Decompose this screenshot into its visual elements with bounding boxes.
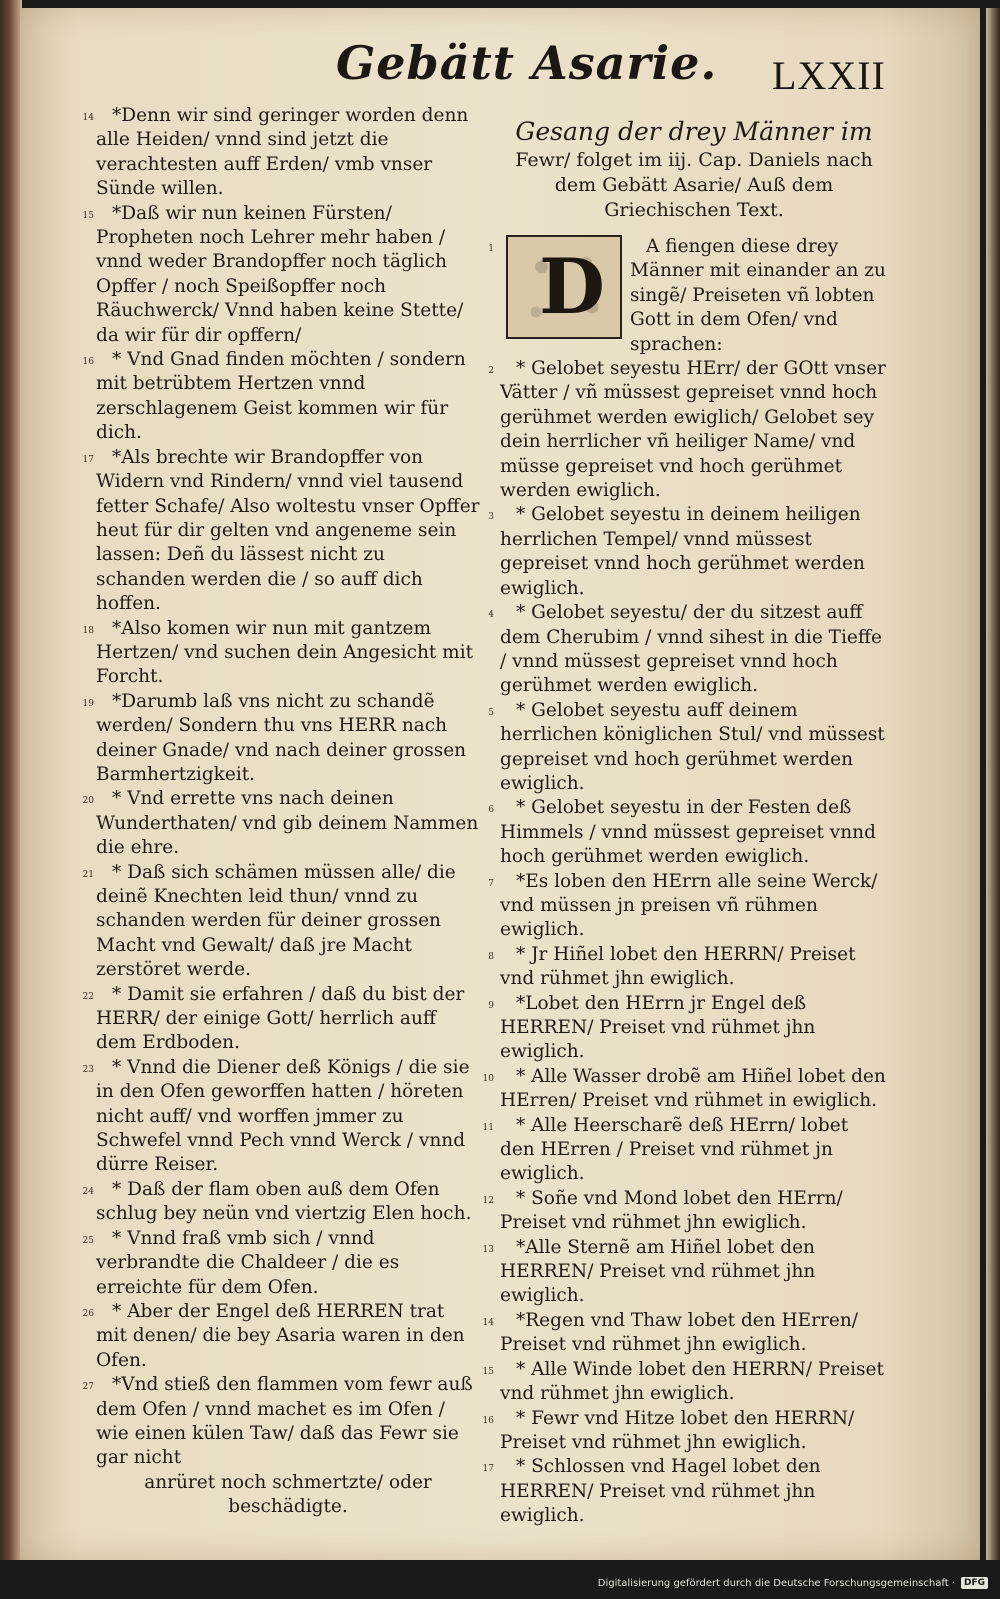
verse [82,1056,480,1178]
verse-number: 17 [82,454,94,465]
verse-text: * Gelobet seyestu in deinem heiligen herrlichen Tempel/ vnnd müssest gepreiset vnnd hoch gerühmet werden ewiglich. [500,504,865,599]
verse-text: *Darumb laß vns nicht zu schandẽ werden/ Sondern thu vns HERR nach deiner Gnade/ vnd nach deiner grossen Barmhertzigkeit. [96,690,467,785]
verse [482,1114,888,1187]
verse-number: 14 [82,113,94,123]
verse [82,348,480,446]
verse-text: * Gelobet seyestu HErr/ der GOtt vnser Vätter / vñ müssest gepreiset vnnd hoch gerühmet werden ewiglich/ Gelobet sey dein herrlicher vñ heiliger Name/ vnd müsse gepreiset vnd hoch gerühmet werden ewiglich. [500,358,886,502]
verse [82,690,480,788]
verse-number: 13 [482,1244,494,1255]
verse-number: 23 [82,1064,94,1075]
verse-number: 6 [488,805,494,816]
verse-number: 12 [482,1195,494,1206]
verse-text: *Denn wir sind geringer worden denn alle Heiden/ vnnd sind jetzt die verachtesten auff Erden/ vmb vnser Sünde willen. [96,105,469,200]
verse-number: 9 [488,1000,494,1011]
verse [488,357,888,503]
verse-text: * Gelobet seyestu auff deinem herrlichen königlichen Stul/ vnd müssest gepreiset vnd hoch gerühmet werden ewiglich. [500,699,885,794]
page-edge [986,8,1000,1560]
verse [82,617,480,690]
verse [488,601,888,699]
verse-text: *Lobet den HErrn jr Engel deß HERREN/ Preiset vnd rühmet jhn ewiglich. [500,992,816,1063]
verse-number: 22 [82,991,94,1002]
verse [482,1187,888,1236]
verse-text: * Vnnd die Diener deß Königs / die sie in den Ofen geworffen hatten / höreten nicht auff/ vnd worffen jmmer zu Schwefel vnnd Pech vnnd Werck / vnnd dürre Reiser. [96,1056,470,1176]
book-spine [0,0,22,1560]
verse-text: * Soñe vnd Mond lobet den HErrn/ Preiset vnd rühmet jhn ewiglich. [500,1187,843,1234]
verse [82,1300,480,1373]
running-title: Gebätt Asarie. [336,36,718,90]
verse-text: *Also komen wir nun mit gantzem Hertzen/ vnd suchen dein Angesicht mit Forcht. [96,617,474,688]
verse [482,1065,888,1114]
verse [488,699,888,797]
verse-number: 26 [82,1308,94,1319]
verse [482,1309,888,1358]
verse [488,796,888,869]
closing-lines: anrüret noch schmertzte/ oder beschädigte. [144,1471,432,1518]
verse-number: 5 [488,707,494,718]
verse-number: 17 [482,1464,494,1475]
verse [482,1455,888,1528]
verse-text: * Daß sich schämen müssen alle/ die deinẽ Knechten leid thun/ vnnd zu schanden werden für deiner grossen Macht vnd Gewalt/ daß jre Macht zerstöret werde. [96,861,456,981]
verse-number: 15 [482,1366,494,1377]
verse-number: 21 [82,869,94,880]
verse-text: * Vnnd fraß vmb sich / vnnd verbrandte die Chaldeer / die es erreichte für dem Ofen. [96,1227,400,1298]
verse-text: *Vnd stieß den flammen vom fewr auß dem Ofen / vnnd machet es im Ofen / wie einen külen Taw/ daß das Fewr sie gar nicht [96,1374,473,1469]
verse [82,104,480,202]
verse-number: 7 [488,878,494,889]
opening-verse [488,235,888,357]
verse [82,1178,480,1227]
verse-number: 8 [488,951,494,962]
left-column [82,104,480,1520]
verse-text: * Alle Wasser drobẽ am Hiñel lobet den HErren/ Preiset vnd rühmet in ewiglich. [500,1065,886,1112]
verse [482,1358,888,1407]
verse-number: 18 [82,625,94,636]
verse-number: 3 [488,512,494,523]
verse-text: * Gelobet seyestu/ der du sitzest auff dem Cherubim / vnnd sihest in die Tieffe / vnnd müssest gepreiset vnnd hoch gerühmet werden ewiglich. [500,602,882,697]
decorated-initial: D [506,235,622,339]
verse-text: * Vnd errette vns nach deinen Wunderthaten/ vnd gib deinem Nammen die ehre. [96,788,479,859]
verse [82,983,480,1056]
verse [488,992,888,1065]
verse [82,861,480,983]
verse [82,1227,480,1300]
verse-text: *Alle Sternẽ am Hiñel lobet den HERREN/ Preiset vnd rühmet jhn ewiglich. [500,1236,816,1307]
verse-text: * Aber der Engel deß HERREN trat mit denen/ die bey Asaria waren in den Ofen. [96,1300,465,1371]
verse [488,870,888,943]
verse-text: *Regen vnd Thaw lobet den HErren/ Preiset vnd rühmet jhn ewiglich. [500,1309,858,1356]
verse-text: *Es loben den HErrn alle seine Werck/ vnd müssen jn preisen vñ rühmen ewiglich. [500,870,878,941]
verse [482,1407,888,1456]
verse [82,787,480,860]
verse-text: A fiengen diese drey Männer mit einander an zu singẽ/ Preiseten vñ lobten Gott in dem Ofen/ vnd sprachen: [630,236,886,355]
verse [82,446,480,617]
verse-number: 24 [82,1186,94,1197]
heading-subtitle: Fewr/ folget im iij. Cap. Daniels nach dem Gebätt Asarie/ Auß dem Griechischen Text. [515,149,873,221]
verse-number: 14 [482,1317,494,1328]
verse-text: * Alle Winde lobet den HERRN/ Preiset vnd rühmet jhn ewiglich. [500,1358,884,1405]
section-heading [500,116,888,223]
verse-text: *Daß wir nun keinen Fürsten/ Propheten noch Lehrer mehr haben / vnnd weder Brandopffer noch täglich Opffer / noch Speißopffer noch Räuchwerck/ Vnnd haben keine Stette/ da wir für dir opffern/ [96,202,464,346]
verse-number: 15 [82,210,94,221]
verse-text: * Daß der flam oben auß dem Ofen schlug bey neün vnd viertzig Elen hoch. [96,1178,472,1225]
funding-credit: Digitalisierung gefördert durch die Deutsche Forschungsgemeinschaft · [597,1577,955,1589]
verse-number: 27 [82,1382,94,1393]
verse [488,943,888,992]
verse-text: * Fewr vnd Hitze lobet den HERRN/ Preiset vnd rühmet jhn ewiglich. [500,1407,855,1453]
verse-text: * Vnd Gnad finden möchten / sondern mit betrübtem Hertzen vnnd zerschlagenem Geist kommen wir für dich. [96,349,466,444]
heading-title: Gesang der drey Männer im [515,117,873,146]
verse-text: * Jr Hiñel lobet den HERRN/ Preiset vnd rühmet jhn ewiglich. [500,943,856,990]
verse-text: * Damit sie erfahren / daß du bist der HERR/ der einige Gott/ herrlich auff dem Erdboden. [96,983,465,1054]
verse-number: 16 [482,1415,494,1426]
verse-number: 10 [482,1073,494,1084]
verse [488,503,888,601]
verse-text: * Schlossen vnd Hagel lobet den HERREN/ Preiset vnd rühmet jhn ewiglich. [500,1456,821,1527]
right-column [482,116,888,1529]
verse-text: *Als brechte wir Brandopffer von Widern vnd Rindern/ vnnd viel tausend fetter Schafe/ Also woltestu vnser Opffer heut für dir gelten vnd angeneme sein lassen: Deñ du lässest nicht zu schanden werden die / so auff dich hoffen. [96,446,480,615]
verse-number: 16 [82,357,94,368]
verse [482,1236,888,1309]
verse-number: 1 [488,244,494,254]
verse [82,1373,480,1471]
verse-text: * Gelobet seyestu in der Festen deß Himmels / vnnd müssest gepreiset vnnd hoch gerühmet werden ewiglich. [500,797,876,868]
verse-number: 2 [488,366,494,377]
verse-number: 25 [82,1235,94,1246]
verse-number: 20 [82,796,94,807]
verse [82,202,480,348]
verse-number: 19 [82,698,94,709]
verse-text: * Alle Heerscharẽ deß HErrn/ lobet den HErren / Preiset vnd rühmet jn ewiglich. [500,1114,849,1185]
folio-number: LXXII [772,53,886,98]
verse-number: 11 [482,1122,494,1133]
verse-number: 4 [488,610,494,621]
dfg-logo-icon: DFG [961,1577,988,1589]
digitization-footer [598,1577,988,1589]
